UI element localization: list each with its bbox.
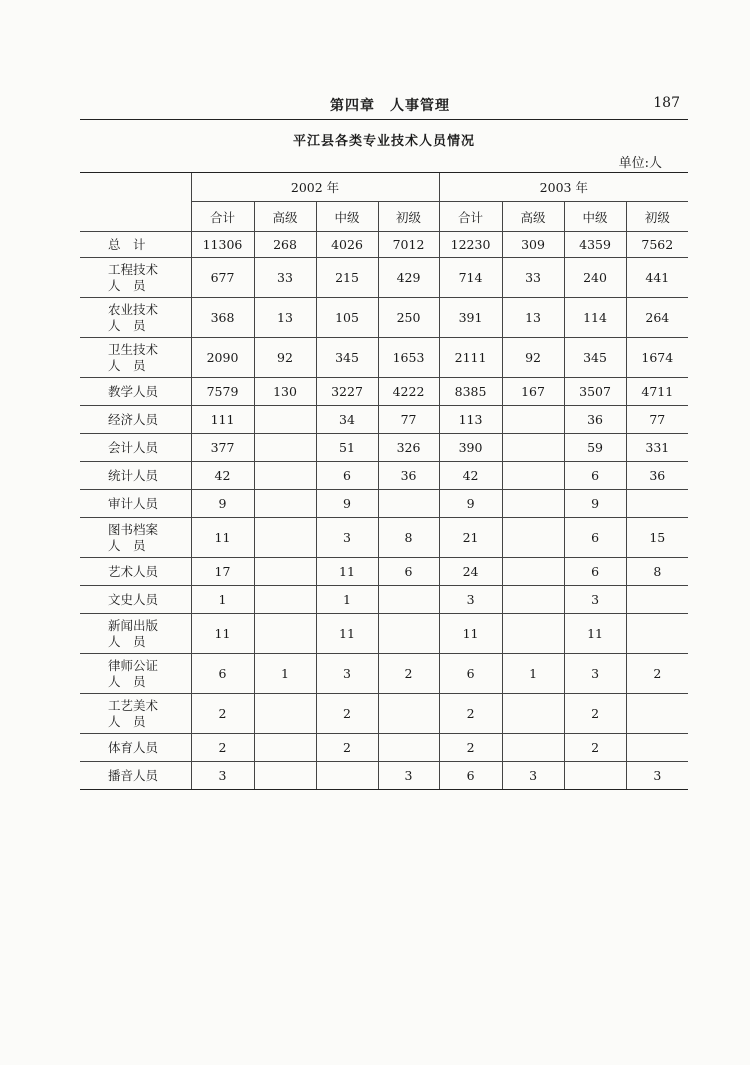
table-cell (502, 694, 564, 734)
table-cell: 345 (316, 338, 378, 378)
table-cell (378, 586, 439, 614)
table-cell: 6 (316, 462, 378, 490)
row-label-line: 播音人员 (108, 767, 159, 783)
table-row (80, 434, 688, 462)
table-cell (502, 434, 564, 462)
row-label-line: 艺术人员 (108, 563, 159, 579)
table-cell: 2 (564, 734, 626, 762)
row-label (80, 614, 191, 654)
col-header: 初级 (378, 202, 439, 232)
table-cell: 167 (502, 378, 564, 406)
row-label-line: 经济人员 (108, 411, 159, 427)
table-cell: 77 (378, 406, 439, 434)
table-cell: 11 (316, 558, 378, 586)
table-cell: 2 (439, 694, 502, 734)
table-row (80, 694, 688, 734)
table-cell: 3 (316, 654, 378, 694)
table-cell: 42 (191, 462, 254, 490)
row-label-line: 人 员 (108, 633, 146, 649)
table-cell: 24 (439, 558, 502, 586)
table-cell (254, 734, 316, 762)
table-cell (254, 518, 316, 558)
row-label (80, 406, 191, 434)
table-cell: 3 (564, 654, 626, 694)
row-label (80, 558, 191, 586)
col-header: 初级 (626, 202, 688, 232)
corner-cell (80, 173, 191, 232)
table-cell: 51 (316, 434, 378, 462)
table-cell: 7562 (626, 232, 688, 258)
table-cell (254, 558, 316, 586)
table-cell: 2 (316, 694, 378, 734)
table-row (80, 654, 688, 694)
table-row (80, 518, 688, 558)
table-cell: 2090 (191, 338, 254, 378)
table-cell (378, 614, 439, 654)
table-cell: 92 (502, 338, 564, 378)
table-cell (502, 406, 564, 434)
row-label (80, 734, 191, 762)
table-cell (316, 762, 378, 790)
row-label-line: 卫生技术 (108, 341, 159, 357)
table-cell (502, 734, 564, 762)
running-header (80, 92, 688, 116)
table-cell: 36 (564, 406, 626, 434)
row-label (80, 518, 191, 558)
table-cell (502, 558, 564, 586)
table-cell: 9 (439, 490, 502, 518)
table-cell: 114 (564, 298, 626, 338)
table-cell: 2 (191, 734, 254, 762)
table-cell: 1674 (626, 338, 688, 378)
table-cell: 326 (378, 434, 439, 462)
table-cell: 3507 (564, 378, 626, 406)
table-cell: 11 (191, 614, 254, 654)
table-cell (254, 762, 316, 790)
table-cell: 7012 (378, 232, 439, 258)
table-cell: 390 (439, 434, 502, 462)
row-label-line: 会计人员 (108, 439, 159, 455)
row-label (80, 694, 191, 734)
table-cell: 12230 (439, 232, 502, 258)
table-cell: 1 (191, 586, 254, 614)
table-cell (378, 734, 439, 762)
table-title: 平江县各类专业技术人员情况 (292, 134, 475, 149)
table-cell (502, 462, 564, 490)
table-cell (378, 490, 439, 518)
row-label-line: 人 员 (108, 673, 146, 689)
table-cell (378, 694, 439, 734)
table-row (80, 232, 688, 258)
table-cell: 714 (439, 258, 502, 298)
statistics-table (80, 172, 688, 790)
table-cell: 3 (191, 762, 254, 790)
table-cell: 2 (626, 654, 688, 694)
table-cell: 6 (564, 558, 626, 586)
table-cell: 13 (254, 298, 316, 338)
table-cell: 33 (502, 258, 564, 298)
table-cell: 677 (191, 258, 254, 298)
table-cell: 3227 (316, 378, 378, 406)
table-row (80, 258, 688, 298)
row-label-line: 人 员 (108, 277, 146, 293)
table-cell: 6 (439, 762, 502, 790)
table-cell: 377 (191, 434, 254, 462)
row-label-line: 新闻出版 (108, 617, 159, 633)
table-cell: 1653 (378, 338, 439, 378)
table-cell (626, 734, 688, 762)
chapter-title: 第四章 人事管理 (330, 98, 450, 114)
row-label-line: 文史人员 (108, 591, 159, 607)
table-cell: 36 (378, 462, 439, 490)
table-row (80, 734, 688, 762)
table-cell: 309 (502, 232, 564, 258)
col-header: 中级 (564, 202, 626, 232)
table-cell: 7579 (191, 378, 254, 406)
table-cell: 6 (564, 518, 626, 558)
table-row (80, 490, 688, 518)
table-cell: 368 (191, 298, 254, 338)
table-cell: 36 (626, 462, 688, 490)
row-label-line: 总 计 (108, 236, 146, 252)
table-cell: 240 (564, 258, 626, 298)
row-label (80, 586, 191, 614)
table-cell: 77 (626, 406, 688, 434)
table-row (80, 614, 688, 654)
table-cell: 331 (626, 434, 688, 462)
table-cell: 3 (316, 518, 378, 558)
unit-label: 单位:人 (618, 156, 662, 171)
table-cell: 391 (439, 298, 502, 338)
table-cell: 11306 (191, 232, 254, 258)
table-cell: 1 (254, 654, 316, 694)
table-cell (564, 762, 626, 790)
table-cell (254, 434, 316, 462)
row-label-line: 教学人员 (108, 383, 159, 399)
row-label (80, 654, 191, 694)
col-header: 高级 (502, 202, 564, 232)
row-label (80, 232, 191, 258)
table-cell: 2 (316, 734, 378, 762)
table-cell: 92 (254, 338, 316, 378)
table-cell (502, 490, 564, 518)
table-row (80, 762, 688, 790)
table-cell (254, 490, 316, 518)
col-header: 高级 (254, 202, 316, 232)
row-label-line: 审计人员 (108, 495, 159, 511)
header-rule (80, 119, 688, 120)
table-cell: 111 (191, 406, 254, 434)
row-label (80, 298, 191, 338)
table-cell: 9 (191, 490, 254, 518)
table-cell: 6 (439, 654, 502, 694)
table-cell (502, 518, 564, 558)
table-cell: 34 (316, 406, 378, 434)
table-cell: 250 (378, 298, 439, 338)
row-label-line: 体育人员 (108, 739, 159, 755)
table-cell (626, 490, 688, 518)
table-cell: 264 (626, 298, 688, 338)
table-cell: 11 (439, 614, 502, 654)
table-cell (502, 586, 564, 614)
row-label (80, 490, 191, 518)
table-cell: 2 (378, 654, 439, 694)
table-body (80, 232, 688, 790)
table-cell: 8385 (439, 378, 502, 406)
table-cell: 130 (254, 378, 316, 406)
page-number: 187 (653, 95, 680, 111)
row-label (80, 338, 191, 378)
table-cell: 21 (439, 518, 502, 558)
table-cell: 429 (378, 258, 439, 298)
table-row (80, 406, 688, 434)
table-cell: 59 (564, 434, 626, 462)
table-cell: 13 (502, 298, 564, 338)
table-row (80, 298, 688, 338)
table-cell: 8 (626, 558, 688, 586)
row-label (80, 762, 191, 790)
table-cell (254, 406, 316, 434)
table-cell: 3 (439, 586, 502, 614)
row-label-line: 图书档案 (108, 521, 159, 537)
table-cell: 15 (626, 518, 688, 558)
table-cell (254, 586, 316, 614)
table-cell: 441 (626, 258, 688, 298)
table-cell: 268 (254, 232, 316, 258)
col-header: 合计 (191, 202, 254, 232)
table-cell: 8 (378, 518, 439, 558)
table-cell: 345 (564, 338, 626, 378)
row-label-line: 人 员 (108, 537, 146, 553)
row-label-line: 律师公证 (108, 657, 159, 673)
table-cell (502, 614, 564, 654)
table-cell: 4026 (316, 232, 378, 258)
table-cell: 3 (378, 762, 439, 790)
table-cell: 105 (316, 298, 378, 338)
table-cell: 2 (439, 734, 502, 762)
col-header: 中级 (316, 202, 378, 232)
table-cell: 11 (191, 518, 254, 558)
table-cell: 2 (191, 694, 254, 734)
col-header: 合计 (439, 202, 502, 232)
table-cell: 4222 (378, 378, 439, 406)
row-label-line: 统计人员 (108, 467, 159, 483)
table-row (80, 462, 688, 490)
table-cell: 1 (502, 654, 564, 694)
year-header-row (80, 173, 688, 202)
table-row (80, 378, 688, 406)
table-cell: 42 (439, 462, 502, 490)
table-cell: 215 (316, 258, 378, 298)
table-cell: 17 (191, 558, 254, 586)
table-cell: 4711 (626, 378, 688, 406)
table-cell: 11 (316, 614, 378, 654)
row-label-line: 人 员 (108, 713, 146, 729)
table-cell: 4359 (564, 232, 626, 258)
table-cell: 6 (191, 654, 254, 694)
table-cell: 6 (378, 558, 439, 586)
row-label-line: 农业技术 (108, 301, 159, 317)
table-row (80, 558, 688, 586)
table-cell: 1 (316, 586, 378, 614)
table-cell: 33 (254, 258, 316, 298)
table-cell: 3 (626, 762, 688, 790)
row-label (80, 434, 191, 462)
table-cell (626, 694, 688, 734)
row-label (80, 378, 191, 406)
table-cell: 2111 (439, 338, 502, 378)
table-row (80, 586, 688, 614)
table-cell (254, 614, 316, 654)
table-cell: 3 (564, 586, 626, 614)
table-cell: 9 (316, 490, 378, 518)
table-cell (254, 694, 316, 734)
row-label (80, 258, 191, 298)
table-cell: 6 (564, 462, 626, 490)
table-cell: 9 (564, 490, 626, 518)
table-cell: 11 (564, 614, 626, 654)
row-label (80, 462, 191, 490)
year-2002-header: 2002 年 (191, 173, 439, 202)
table-cell (254, 462, 316, 490)
table-cell (626, 586, 688, 614)
row-label-line: 人 员 (108, 357, 146, 373)
table-cell: 113 (439, 406, 502, 434)
table-cell: 3 (502, 762, 564, 790)
table-cell (626, 614, 688, 654)
table-cell: 2 (564, 694, 626, 734)
year-2003-header: 2003 年 (439, 173, 688, 202)
row-label-line: 工程技术 (108, 261, 159, 277)
row-label-line: 工艺美术 (108, 697, 159, 713)
table-row (80, 338, 688, 378)
row-label-line: 人 员 (108, 317, 146, 333)
